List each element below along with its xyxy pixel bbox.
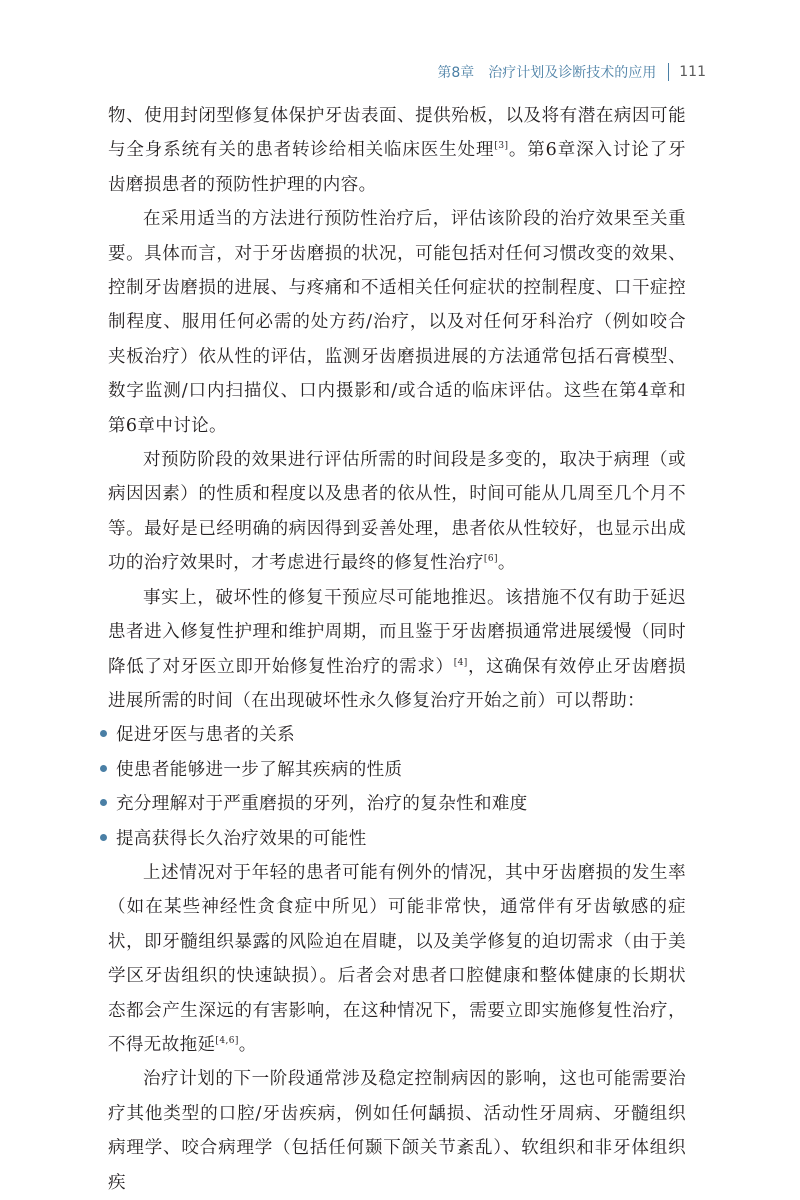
citation: [4,6] (215, 1035, 239, 1046)
citation: [4] (453, 657, 468, 668)
paragraph-text: 事实上，破坏性的修复干预应尽可能地推迟。该措施不仅有助于延迟患者进入修复性护理和维护周期，而且鉴于牙齿磨损通常进展缓慢（同时降低了对牙医立即开始修复性治疗的需求） (108, 587, 686, 677)
bullet-icon (100, 834, 107, 841)
paragraph-text: 对预防阶段的效果进行评估所需的时间段是多变的，取决于病理（或病因因素）的性质和程度以及患者的依从性，时间可能从几周至几个月不等。最好是已经明确的病因得到妥善处理，患者依从性较好，也显示出成功的治疗效果时，才考虑进行最终的修复性治疗 (108, 450, 686, 574)
paragraph-text: 治疗计划的下一阶段通常涉及稳定控制病因的影响，这也可能需要治疗其他类型的口腔/牙齿疾病，例如任何龋损、活动性牙周病、牙髓组织病理学、咬合病理学（包括任何颞下颌关节紊乱）、软组织和非牙体组织疾 (108, 1069, 686, 1193)
paragraph-text: 在采用适当的方法进行预防性治疗后，评估该阶段的治疗效果至关重要。具体而言，对于牙齿磨损的状况，可能包括对任何习惯改变的效果、控制牙齿磨损的进展、与疼痛和不适相关任何症状的控制程度、口干症控制程度、服用任何必需的处方药/治疗，以及对任何牙科治疗（例如咬合夹板治疗）依从性的评估，监测牙齿磨损进展的方法通常包括石膏模型、数字监测/口内扫描仪、口内摄影和/或合适的临床评估。这些在第4章和第6章中讨论。 (108, 209, 686, 436)
page-number: 111 (679, 64, 706, 80)
header-divider (668, 63, 669, 81)
list-item-text: 促进牙医与患者的关系 (116, 725, 295, 746)
list-item (100, 718, 686, 752)
citation: [6] (483, 554, 498, 565)
bullet-list (108, 718, 686, 856)
paragraph (108, 856, 686, 1062)
paragraph-text: 。第6章深入讨论了牙齿磨损患者的预防性护理的内容。 (108, 140, 686, 195)
paragraph-text: 。 (497, 553, 516, 574)
paragraph-continued (108, 99, 686, 202)
paragraph-text: ，这确保有效停止牙齿磨损进展所需的时间（在出现破坏性永久修复治疗开始之前）可以帮助： (108, 656, 686, 711)
citation: [3] (494, 141, 509, 152)
list-item (100, 787, 686, 821)
paragraph (108, 581, 686, 719)
paragraph-text: 。 (238, 1034, 257, 1055)
paragraph (108, 202, 686, 443)
list-item (100, 753, 686, 787)
paragraph-text: 物、使用封闭型修复体保护牙齿表面、提供殆板，以及将有潜在病因可能与全身系统有关的患者转诊给相关临床医生处理 (108, 106, 686, 161)
list-item-text: 提高获得长久治疗效果的可能性 (116, 828, 367, 849)
paragraph-text: 上述情况对于年轻的患者可能有例外的情况，其中牙齿磨损的发生率（如在某些神经性贪食症中所见）可能非常快，通常伴有牙齿敏感的症状，即牙髓组织暴露的风险迫在眉睫，以及美学修复的迫切需求（由于美学区牙齿组织的快速缺损）。后者会对患者口腔健康和整体健康的长期状态都会产生深远的有害影响，在这种情况下，需要立即实施修复性治疗，不得无故拖延 (108, 862, 686, 1055)
bullet-icon (100, 730, 107, 737)
chapter-title: 治疗计划及诊断技术的应用 (488, 65, 657, 81)
page-body (108, 99, 686, 1200)
paragraph (108, 443, 686, 581)
bullet-icon (100, 799, 107, 806)
list-item-text: 充分理解对于严重磨损的牙列，治疗的复杂性和难度 (116, 794, 528, 815)
bullet-icon (100, 765, 107, 772)
list-item-text: 使患者能够进一步了解其疾病的性质 (116, 759, 403, 780)
paragraph (108, 1062, 686, 1200)
list-item (100, 822, 686, 856)
running-head (437, 62, 706, 82)
chapter-label: 第8章 (437, 65, 475, 81)
